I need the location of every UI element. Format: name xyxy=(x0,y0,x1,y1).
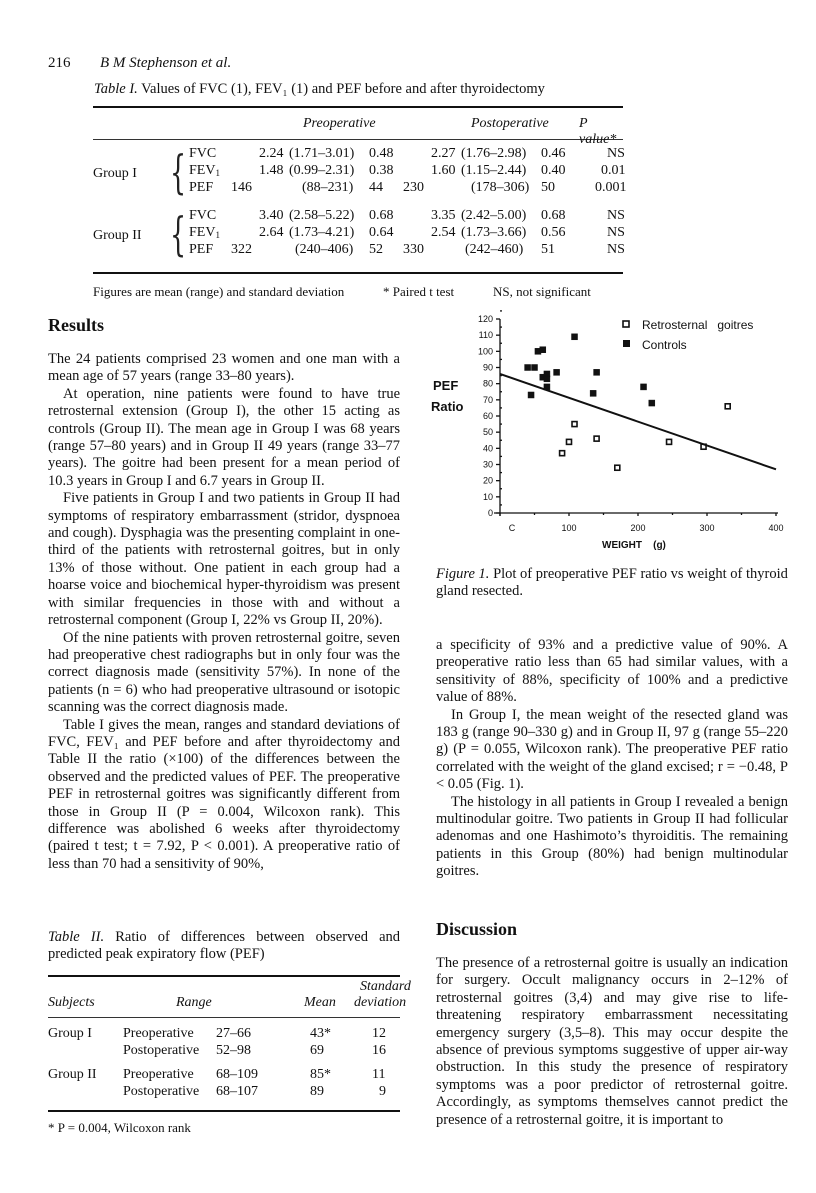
svg-text:110: 110 xyxy=(478,330,493,341)
table-row: $FEV_1$ 2.64 (1.73–4.21) 0.64 2.54 (1.73–3.66) 0.56 NS xyxy=(189,225,625,240)
control-point xyxy=(544,376,550,382)
brace-icon: { xyxy=(170,145,187,199)
retrosternal-point xyxy=(615,465,620,470)
retrosternal-point xyxy=(567,439,572,444)
table1 xyxy=(93,106,627,299)
results-continued xyxy=(436,637,788,881)
footnote: NS, not significant xyxy=(493,284,591,299)
hollow-square-icon xyxy=(623,321,629,327)
svg-text:30: 30 xyxy=(482,459,493,470)
table-row: Postoperative 52–98 69 16 xyxy=(123,1043,386,1058)
table1-caption xyxy=(94,81,545,98)
table-row: FVC 3.40 (2.58–5.22) 0.68 3.35 (2.42–5.00) 0.68 NS xyxy=(189,208,625,223)
table2-header: Subjects Range Mean Standard deviation xyxy=(48,979,411,1010)
col-postoperative: Postoperative xyxy=(471,116,549,131)
control-point xyxy=(528,392,534,398)
table-row: FVC 2.24 (1.71–3.01) 0.48 2.27 (1.76–2.98) 0.46 NS xyxy=(189,146,625,161)
svg-text:70: 70 xyxy=(482,394,493,405)
retrosternal-point xyxy=(725,404,730,409)
discussion-body xyxy=(436,955,788,1129)
table-row: PEF 146 (88–231) 44 230 (178–306) 50 0.001 xyxy=(189,180,627,195)
filled-square-icon xyxy=(623,340,630,347)
paragraph: At operation, nine patients were found to have true retrosternal extension (Group I), the other 15 acting as controls (Group II). The mean age in Group I was 68 years (range 57–80 years) and in Group II 49 years (range 33–77 years). The goitre had been present for a mean period of 10.3 years in Group I and 6.7 years in Group II. xyxy=(48,385,400,489)
table2-caption: Table II. Ratio of differences between observed and predicted peak expiratory flow (PEF) xyxy=(48,929,401,963)
svg-text:60: 60 xyxy=(482,411,493,421)
table1-label: Table I. xyxy=(94,81,138,97)
svg-text:10: 10 xyxy=(482,491,493,502)
legend-retrosternal: Retrosternal goitres xyxy=(642,318,754,332)
control-point xyxy=(525,365,531,371)
table1-group-2 xyxy=(93,208,623,266)
control-point xyxy=(641,384,647,390)
control-point xyxy=(590,390,596,396)
running-header xyxy=(48,55,231,72)
svg-text:120: 120 xyxy=(477,314,493,324)
svg-text:300: 300 xyxy=(699,523,715,533)
table-row: Group I Preoperative 27–66 43* 12 xyxy=(48,1026,386,1041)
figure1-scatter-plot xyxy=(425,305,805,555)
legend xyxy=(623,318,753,352)
control-point xyxy=(594,369,600,375)
paragraph: The 24 patients comprised 23 women and one man with a mean age of 57 years (range 33–80 years). xyxy=(48,351,400,385)
svg-text:100: 100 xyxy=(561,523,577,533)
paragraph: The histology in all patients in Group I revealed a benign multinodular goitre. Two patients in Group II had follicular adenomas and one Hashimoto’s thyroiditis. The remaining patients in this Group (80%) had benign multinodular goitres. xyxy=(436,793,788,880)
retrosternal-point xyxy=(572,422,577,427)
results-heading: Results xyxy=(48,315,105,335)
results-body xyxy=(48,351,400,873)
retrosternal-point xyxy=(560,451,565,456)
table-row: Group II Preoperative 68–109 85* 11 xyxy=(48,1067,386,1082)
svg-text:0: 0 xyxy=(487,508,493,518)
col-preoperative: Preoperative xyxy=(303,116,376,131)
footnote: * Paired t test xyxy=(383,284,455,299)
paragraph: In Group I, the mean weight of the resected gland was 183 g (range 90–330 g) and in Group II, 97 g (range 55–220 g) (P = 0.055, Wilcoxon rank). The preoperative PEF ratio correlated with the weight of the gland excised; r = −0.48, P < 0.05 (Fig. 1). xyxy=(436,706,788,793)
svg-text:50: 50 xyxy=(482,427,493,438)
svg-text:20: 20 xyxy=(482,475,493,486)
discussion-heading: Discussion xyxy=(436,919,518,939)
paragraph: Of the nine patients with proven retrosternal goitre, seven had preoperative chest radiographs but in only four was the correct diagnosis made (sensitivity 57%). In none of the patients (n = 6) who had preoperative ultrasound or isotopic scanning was the correct diagnosis made. xyxy=(48,629,400,716)
retrosternal-point xyxy=(594,436,599,441)
footnote: Figures are mean (range) and standard deviation xyxy=(93,284,345,299)
control-point xyxy=(532,365,538,371)
control-point xyxy=(554,369,560,375)
figure1-caption: Figure 1. Plot of preoperative PEF ratio vs weight of thyroid gland resected. xyxy=(436,566,788,600)
control-point xyxy=(649,400,655,406)
table-row: Postoperative 68–107 89 9 xyxy=(123,1084,386,1099)
control-point xyxy=(540,347,546,353)
page-number: 216 xyxy=(48,55,71,71)
svg-text:C: C xyxy=(508,523,516,533)
svg-text:90: 90 xyxy=(482,362,493,373)
group-name: Group II xyxy=(93,228,142,243)
svg-text:200: 200 xyxy=(630,523,646,533)
table1-caption-text: Values of FVC (1), FEV₁ (1) and PEF before and after thyroidectomy xyxy=(141,81,545,97)
paragraph: The presence of a retrosternal goitre is usually an indication for surgery. Occult malignancy occurs in 2–12% of retrosternal goitres (3,4) and may give rise to life-threatening respiratory embarrassment necessitating emergency surgery (3,5–8). This may occur despite the absence of previous symptoms suggestive of upper air-way obstruction. In this study the presence of respiratory symptoms was a poor predictor of retrosternal goitre. Accordingly, as symptoms themselves cannot predict the presence of a retrosternal goitre, it is important to xyxy=(436,955,788,1128)
control-point xyxy=(572,334,578,340)
paragraph: Table I gives the mean, ranges and standard deviations of FVC, FEV₁ and PEF before and after thyroidectomy and Table II the ratio (×100) of the differences between the observed and the predicted values of PEF. The preoperative PEF in retrosternal goitres was significantly different from those in Group II (P = 0.004, Wilcoxon rank). This difference was abolished 6 weeks after thyroidectomy (paired t test; t = 7.92, P < 0.001). A preoperative ratio of less than 70 had a sensitivity of 90%, xyxy=(48,716,400,872)
legend-controls: Controls xyxy=(642,338,687,352)
scatter-chart xyxy=(425,305,805,555)
running-authors: B M Stephenson et al. xyxy=(100,55,232,71)
svg-text:400: 400 xyxy=(768,523,784,533)
table-row: PEF 322 (240–406) 52 330 (242–460) 51 NS xyxy=(189,242,625,257)
svg-text:40: 40 xyxy=(482,443,493,454)
table2-footnote: * P = 0.004, Wilcoxon rank xyxy=(48,1120,191,1135)
group-name: Group I xyxy=(93,166,137,181)
brace-icon: { xyxy=(170,207,187,261)
table-row: $FEV_1$ 1.48 (0.99–2.31) 0.38 1.60 (1.15–2.44) 0.40 0.01 xyxy=(189,163,626,178)
col-p-value: P value* xyxy=(579,116,617,147)
retrosternal-point xyxy=(667,439,672,444)
svg-text:100: 100 xyxy=(477,346,493,357)
table1-group-1 xyxy=(93,145,627,204)
x-axis-label: WEIGHT (g) xyxy=(602,540,666,551)
table2 xyxy=(48,975,411,1136)
table1-header xyxy=(93,108,623,147)
paragraph: Five patients in Group I and two patients in Group II had symptoms of respiratory embarrassment (stridor, dyspnoea and cough). Dysphagia was the presenting complaint in one-third of the patients with retrosternal goitres, but in only 13% of those without. One patient in each group had a hoarse voice and biochemical hyper-thyroidism was present with similar frequencies in those with and without a retrosternal component (Group I, 22% vs Group II, 20%). xyxy=(48,490,400,629)
svg-text:80: 80 xyxy=(482,378,493,389)
y-axis-label-1: PEF xyxy=(433,378,459,393)
paragraph: a specificity of 93% and a predictive value of 90%. A preoperative ratio less than 65 had similar values, with a sensitivity of 88%, specificity of 100% and a predictive value of 88%. xyxy=(436,637,788,706)
y-axis-label-2: Ratio xyxy=(431,399,464,414)
